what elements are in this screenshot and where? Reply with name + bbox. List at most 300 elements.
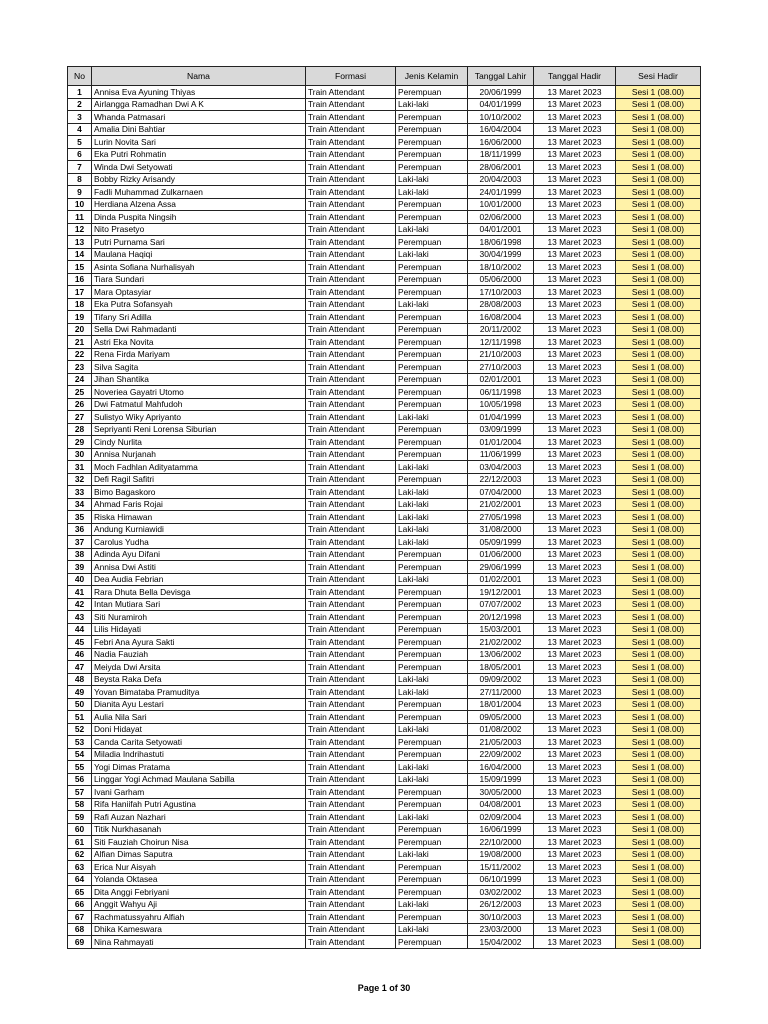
cell-formasi: Train Attendant <box>306 923 396 936</box>
cell-tanggal-hadir: 13 Maret 2023 <box>534 211 616 224</box>
cell-tanggal-hadir: 13 Maret 2023 <box>534 748 616 761</box>
table-row <box>68 211 701 224</box>
cell-sesi-hadir: Sesi 1 (08.00) <box>616 836 701 849</box>
cell-sesi-hadir: Sesi 1 (08.00) <box>616 461 701 474</box>
table-row <box>68 861 701 874</box>
table-row <box>68 911 701 924</box>
cell-tanggal-lahir: 18/11/1999 <box>468 148 534 161</box>
cell-tanggal-hadir: 13 Maret 2023 <box>534 511 616 524</box>
cell-tanggal-lahir: 05/09/1999 <box>468 536 534 549</box>
cell-formasi: Train Attendant <box>306 286 396 299</box>
cell-nama: Asinta Sofiana Nurhalisyah <box>92 261 306 274</box>
cell-nama: Fadli Muhammad Zulkarnaen <box>92 186 306 199</box>
cell-jenis-kelamin: Laki-laki <box>396 461 468 474</box>
cell-tanggal-hadir: 13 Maret 2023 <box>534 798 616 811</box>
cell-tanggal-hadir: 13 Maret 2023 <box>534 148 616 161</box>
cell-sesi-hadir: Sesi 1 (08.00) <box>616 223 701 236</box>
cell-sesi-hadir: Sesi 1 (08.00) <box>616 623 701 636</box>
cell-no: 52 <box>68 723 92 736</box>
table-row <box>68 373 701 386</box>
cell-formasi: Train Attendant <box>306 198 396 211</box>
cell-no: 56 <box>68 773 92 786</box>
cell-no: 41 <box>68 586 92 599</box>
cell-sesi-hadir: Sesi 1 (08.00) <box>616 123 701 136</box>
cell-tanggal-lahir: 15/09/1999 <box>468 773 534 786</box>
cell-sesi-hadir: Sesi 1 (08.00) <box>616 273 701 286</box>
cell-nama: Febri Ana Ayura Sakti <box>92 636 306 649</box>
table-row <box>68 611 701 624</box>
cell-jenis-kelamin: Laki-laki <box>396 98 468 111</box>
cell-formasi: Train Attendant <box>306 661 396 674</box>
cell-formasi: Train Attendant <box>306 248 396 261</box>
header-nama: Nama <box>92 67 306 86</box>
cell-no: 7 <box>68 161 92 174</box>
cell-jenis-kelamin: Perempuan <box>396 711 468 724</box>
cell-nama: Rachmatussyahru Alfiah <box>92 911 306 924</box>
cell-sesi-hadir: Sesi 1 (08.00) <box>616 361 701 374</box>
cell-nama: Bobby Rizky Arisandy <box>92 173 306 186</box>
cell-jenis-kelamin: Perempuan <box>396 386 468 399</box>
table-row <box>68 236 701 249</box>
cell-no: 67 <box>68 911 92 924</box>
cell-jenis-kelamin: Perempuan <box>396 561 468 574</box>
cell-nama: Alfian Dimas Saputra <box>92 848 306 861</box>
cell-tanggal-lahir: 06/10/1999 <box>468 873 534 886</box>
cell-tanggal-hadir: 13 Maret 2023 <box>534 648 616 661</box>
cell-sesi-hadir: Sesi 1 (08.00) <box>616 111 701 124</box>
cell-no: 31 <box>68 461 92 474</box>
cell-nama: Beysta Raka Defa <box>92 673 306 686</box>
cell-jenis-kelamin: Perempuan <box>396 336 468 349</box>
cell-tanggal-lahir: 03/04/2003 <box>468 461 534 474</box>
cell-tanggal-lahir: 21/05/2003 <box>468 736 534 749</box>
cell-nama: Yolanda Oktasea <box>92 873 306 886</box>
cell-jenis-kelamin: Perempuan <box>396 161 468 174</box>
cell-jenis-kelamin: Perempuan <box>396 273 468 286</box>
cell-no: 18 <box>68 298 92 311</box>
header-no: No <box>68 67 92 86</box>
cell-no: 17 <box>68 286 92 299</box>
table-row <box>68 761 701 774</box>
cell-tanggal-lahir: 22/10/2000 <box>468 836 534 849</box>
cell-tanggal-hadir: 13 Maret 2023 <box>534 123 616 136</box>
cell-jenis-kelamin: Perempuan <box>396 123 468 136</box>
cell-nama: Andung Kurniawidi <box>92 523 306 536</box>
cell-tanggal-lahir: 19/12/2001 <box>468 586 534 599</box>
cell-jenis-kelamin: Perempuan <box>396 361 468 374</box>
cell-jenis-kelamin: Perempuan <box>396 548 468 561</box>
cell-nama: Siti Fauziah Choirun Nisa <box>92 836 306 849</box>
cell-nama: Meiyda Dwi Arsita <box>92 661 306 674</box>
cell-formasi: Train Attendant <box>306 186 396 199</box>
table-row <box>68 523 701 536</box>
table-row <box>68 473 701 486</box>
cell-sesi-hadir: Sesi 1 (08.00) <box>616 236 701 249</box>
cell-jenis-kelamin: Perempuan <box>396 911 468 924</box>
cell-formasi: Train Attendant <box>306 361 396 374</box>
cell-sesi-hadir: Sesi 1 (08.00) <box>616 436 701 449</box>
cell-sesi-hadir: Sesi 1 (08.00) <box>616 98 701 111</box>
cell-sesi-hadir: Sesi 1 (08.00) <box>616 861 701 874</box>
cell-formasi: Train Attendant <box>306 448 396 461</box>
table-row <box>68 173 701 186</box>
cell-tanggal-lahir: 26/12/2003 <box>468 898 534 911</box>
cell-tanggal-hadir: 13 Maret 2023 <box>534 636 616 649</box>
cell-sesi-hadir: Sesi 1 (08.00) <box>616 586 701 599</box>
cell-jenis-kelamin: Perempuan <box>396 473 468 486</box>
header-jenis-kelamin: Jenis Kelamin <box>396 67 468 86</box>
cell-sesi-hadir: Sesi 1 (08.00) <box>616 523 701 536</box>
cell-no: 42 <box>68 598 92 611</box>
cell-formasi: Train Attendant <box>306 936 396 949</box>
cell-tanggal-hadir: 13 Maret 2023 <box>534 448 616 461</box>
cell-formasi: Train Attendant <box>306 873 396 886</box>
table-row <box>68 286 701 299</box>
table-row <box>68 98 701 111</box>
cell-tanggal-hadir: 13 Maret 2023 <box>534 698 616 711</box>
cell-jenis-kelamin: Laki-laki <box>396 723 468 736</box>
cell-nama: Dwi Fatmatul Mahfudoh <box>92 398 306 411</box>
cell-sesi-hadir: Sesi 1 (08.00) <box>616 86 701 99</box>
cell-formasi: Train Attendant <box>306 336 396 349</box>
table-row <box>68 773 701 786</box>
cell-sesi-hadir: Sesi 1 (08.00) <box>616 373 701 386</box>
cell-tanggal-lahir: 15/11/2002 <box>468 861 534 874</box>
cell-sesi-hadir: Sesi 1 (08.00) <box>616 173 701 186</box>
cell-no: 21 <box>68 336 92 349</box>
cell-tanggal-lahir: 12/11/1998 <box>468 336 534 349</box>
cell-tanggal-lahir: 02/06/2000 <box>468 211 534 224</box>
cell-nama: Rara Dhuta Bella Devisga <box>92 586 306 599</box>
cell-tanggal-lahir: 16/06/1999 <box>468 823 534 836</box>
cell-no: 55 <box>68 761 92 774</box>
cell-sesi-hadir: Sesi 1 (08.00) <box>616 648 701 661</box>
cell-no: 46 <box>68 648 92 661</box>
cell-nama: Maulana Haqiqi <box>92 248 306 261</box>
cell-tanggal-lahir: 09/09/2002 <box>468 673 534 686</box>
cell-tanggal-hadir: 13 Maret 2023 <box>534 773 616 786</box>
cell-jenis-kelamin: Perempuan <box>396 748 468 761</box>
cell-nama: Dinda Puspita Ningsih <box>92 211 306 224</box>
cell-sesi-hadir: Sesi 1 (08.00) <box>616 498 701 511</box>
cell-tanggal-hadir: 13 Maret 2023 <box>534 423 616 436</box>
cell-jenis-kelamin: Perempuan <box>396 286 468 299</box>
cell-nama: Winda Dwi Setyowati <box>92 161 306 174</box>
cell-tanggal-hadir: 13 Maret 2023 <box>534 398 616 411</box>
cell-jenis-kelamin: Perempuan <box>396 598 468 611</box>
cell-nama: Whanda Patmasari <box>92 111 306 124</box>
cell-jenis-kelamin: Perempuan <box>396 373 468 386</box>
cell-jenis-kelamin: Perempuan <box>396 198 468 211</box>
cell-formasi: Train Attendant <box>306 511 396 524</box>
cell-nama: Lurin Novita Sari <box>92 136 306 149</box>
cell-tanggal-hadir: 13 Maret 2023 <box>534 761 616 774</box>
table-row <box>68 811 701 824</box>
cell-sesi-hadir: Sesi 1 (08.00) <box>616 761 701 774</box>
cell-no: 66 <box>68 898 92 911</box>
cell-sesi-hadir: Sesi 1 (08.00) <box>616 286 701 299</box>
cell-no: 24 <box>68 373 92 386</box>
table-row <box>68 123 701 136</box>
cell-sesi-hadir: Sesi 1 (08.00) <box>616 511 701 524</box>
cell-formasi: Train Attendant <box>306 386 396 399</box>
cell-formasi: Train Attendant <box>306 498 396 511</box>
table-row <box>68 86 701 99</box>
cell-jenis-kelamin: Laki-laki <box>396 898 468 911</box>
cell-jenis-kelamin: Laki-laki <box>396 486 468 499</box>
cell-nama: Lilis Hidayati <box>92 623 306 636</box>
cell-no: 59 <box>68 811 92 824</box>
table-row <box>68 336 701 349</box>
cell-jenis-kelamin: Perempuan <box>396 823 468 836</box>
cell-tanggal-lahir: 27/10/2003 <box>468 361 534 374</box>
cell-jenis-kelamin: Perempuan <box>396 236 468 249</box>
cell-tanggal-lahir: 16/08/2004 <box>468 311 534 324</box>
table-row <box>68 836 701 849</box>
table-row <box>68 698 701 711</box>
cell-jenis-kelamin: Perempuan <box>396 648 468 661</box>
cell-no: 35 <box>68 511 92 524</box>
table-row <box>68 573 701 586</box>
table-row <box>68 786 701 799</box>
cell-tanggal-hadir: 13 Maret 2023 <box>534 411 616 424</box>
cell-no: 29 <box>68 436 92 449</box>
cell-tanggal-hadir: 13 Maret 2023 <box>534 823 616 836</box>
cell-tanggal-hadir: 13 Maret 2023 <box>534 486 616 499</box>
cell-no: 37 <box>68 536 92 549</box>
cell-formasi: Train Attendant <box>306 648 396 661</box>
cell-tanggal-lahir: 20/06/1999 <box>468 86 534 99</box>
cell-sesi-hadir: Sesi 1 (08.00) <box>616 723 701 736</box>
cell-formasi: Train Attendant <box>306 136 396 149</box>
cell-no: 57 <box>68 786 92 799</box>
cell-no: 33 <box>68 486 92 499</box>
cell-no: 50 <box>68 698 92 711</box>
cell-tanggal-lahir: 02/01/2001 <box>468 373 534 386</box>
table-row <box>68 423 701 436</box>
cell-tanggal-hadir: 13 Maret 2023 <box>534 273 616 286</box>
cell-formasi: Train Attendant <box>306 686 396 699</box>
cell-formasi: Train Attendant <box>306 86 396 99</box>
cell-sesi-hadir: Sesi 1 (08.00) <box>616 886 701 899</box>
cell-no: 26 <box>68 398 92 411</box>
cell-no: 22 <box>68 348 92 361</box>
table-row <box>68 398 701 411</box>
cell-nama: Dita Anggi Febriyani <box>92 886 306 899</box>
cell-tanggal-lahir: 22/12/2003 <box>468 473 534 486</box>
cell-no: 19 <box>68 311 92 324</box>
cell-formasi: Train Attendant <box>306 848 396 861</box>
table-row <box>68 223 701 236</box>
cell-no: 25 <box>68 386 92 399</box>
cell-sesi-hadir: Sesi 1 (08.00) <box>616 711 701 724</box>
cell-tanggal-lahir: 15/04/2002 <box>468 936 534 949</box>
cell-sesi-hadir: Sesi 1 (08.00) <box>616 198 701 211</box>
cell-nama: Adinda Ayu Difani <box>92 548 306 561</box>
cell-formasi: Train Attendant <box>306 886 396 899</box>
cell-formasi: Train Attendant <box>306 698 396 711</box>
cell-sesi-hadir: Sesi 1 (08.00) <box>616 261 701 274</box>
cell-formasi: Train Attendant <box>306 811 396 824</box>
cell-sesi-hadir: Sesi 1 (08.00) <box>616 548 701 561</box>
cell-tanggal-lahir: 28/08/2003 <box>468 298 534 311</box>
table-row <box>68 198 701 211</box>
cell-tanggal-hadir: 13 Maret 2023 <box>534 286 616 299</box>
cell-tanggal-lahir: 30/05/2000 <box>468 786 534 799</box>
cell-nama: Nito Prasetyo <box>92 223 306 236</box>
cell-formasi: Train Attendant <box>306 623 396 636</box>
table-row <box>68 598 701 611</box>
cell-sesi-hadir: Sesi 1 (08.00) <box>616 536 701 549</box>
cell-tanggal-hadir: 13 Maret 2023 <box>534 548 616 561</box>
table-row <box>68 186 701 199</box>
cell-nama: Anggit Wahyu Aji <box>92 898 306 911</box>
cell-nama: Annisa Nurjanah <box>92 448 306 461</box>
cell-formasi: Train Attendant <box>306 548 396 561</box>
cell-jenis-kelamin: Perempuan <box>396 148 468 161</box>
table-row <box>68 436 701 449</box>
cell-tanggal-hadir: 13 Maret 2023 <box>534 461 616 474</box>
cell-tanggal-hadir: 13 Maret 2023 <box>534 623 616 636</box>
cell-tanggal-lahir: 10/01/2000 <box>468 198 534 211</box>
page-number: Page 1 of 30 <box>357 983 411 993</box>
attendance-table <box>67 66 701 949</box>
cell-formasi: Train Attendant <box>306 786 396 799</box>
cell-tanggal-hadir: 13 Maret 2023 <box>534 736 616 749</box>
cell-nama: Dianita Ayu Lestari <box>92 698 306 711</box>
cell-tanggal-hadir: 13 Maret 2023 <box>534 936 616 949</box>
cell-tanggal-lahir: 16/04/2004 <box>468 123 534 136</box>
cell-jenis-kelamin: Perempuan <box>396 786 468 799</box>
cell-sesi-hadir: Sesi 1 (08.00) <box>616 298 701 311</box>
cell-formasi: Train Attendant <box>306 311 396 324</box>
cell-tanggal-lahir: 24/01/1999 <box>468 186 534 199</box>
cell-tanggal-lahir: 22/09/2002 <box>468 748 534 761</box>
cell-formasi: Train Attendant <box>306 236 396 249</box>
cell-formasi: Train Attendant <box>306 148 396 161</box>
cell-nama: Yogi Dimas Pratama <box>92 761 306 774</box>
cell-sesi-hadir: Sesi 1 (08.00) <box>616 936 701 949</box>
cell-jenis-kelamin: Perempuan <box>396 436 468 449</box>
table-row <box>68 823 701 836</box>
cell-tanggal-hadir: 13 Maret 2023 <box>534 373 616 386</box>
cell-formasi: Train Attendant <box>306 461 396 474</box>
cell-formasi: Train Attendant <box>306 798 396 811</box>
table-row <box>68 261 701 274</box>
cell-tanggal-hadir: 13 Maret 2023 <box>534 686 616 699</box>
cell-tanggal-lahir: 06/11/1998 <box>468 386 534 399</box>
cell-jenis-kelamin: Perempuan <box>396 448 468 461</box>
cell-jenis-kelamin: Perempuan <box>396 698 468 711</box>
cell-jenis-kelamin: Laki-laki <box>396 173 468 186</box>
cell-tanggal-hadir: 13 Maret 2023 <box>534 336 616 349</box>
cell-no: 58 <box>68 798 92 811</box>
cell-no: 60 <box>68 823 92 836</box>
cell-nama: Rifa Haniifah Putri Agustina <box>92 798 306 811</box>
cell-no: 38 <box>68 548 92 561</box>
cell-tanggal-hadir: 13 Maret 2023 <box>534 173 616 186</box>
header-tanggal-lahir: Tanggal Lahir <box>468 67 534 86</box>
cell-tanggal-lahir: 21/10/2003 <box>468 348 534 361</box>
cell-sesi-hadir: Sesi 1 (08.00) <box>616 873 701 886</box>
cell-formasi: Train Attendant <box>306 748 396 761</box>
cell-sesi-hadir: Sesi 1 (08.00) <box>616 773 701 786</box>
cell-sesi-hadir: Sesi 1 (08.00) <box>616 611 701 624</box>
table-row <box>68 561 701 574</box>
cell-no: 36 <box>68 523 92 536</box>
cell-no: 45 <box>68 636 92 649</box>
cell-nama: Putri Purnama Sari <box>92 236 306 249</box>
cell-tanggal-lahir: 19/08/2000 <box>468 848 534 861</box>
cell-nama: Sulistyo Wiky Apriyanto <box>92 411 306 424</box>
cell-sesi-hadir: Sesi 1 (08.00) <box>616 698 701 711</box>
cell-no: 14 <box>68 248 92 261</box>
cell-no: 30 <box>68 448 92 461</box>
cell-tanggal-hadir: 13 Maret 2023 <box>534 536 616 549</box>
cell-tanggal-hadir: 13 Maret 2023 <box>534 523 616 536</box>
header-tanggal-hadir: Tanggal Hadir <box>534 67 616 86</box>
cell-tanggal-lahir: 18/10/2002 <box>468 261 534 274</box>
cell-no: 5 <box>68 136 92 149</box>
cell-nama: Yovan Bimataba Pramuditya <box>92 686 306 699</box>
table-row <box>68 486 701 499</box>
cell-tanggal-lahir: 16/06/2000 <box>468 136 534 149</box>
cell-tanggal-hadir: 13 Maret 2023 <box>534 436 616 449</box>
table-row <box>68 623 701 636</box>
cell-tanggal-hadir: 13 Maret 2023 <box>534 861 616 874</box>
cell-nama: Herdiana Alzena Assa <box>92 198 306 211</box>
table-row <box>68 798 701 811</box>
cell-nama: Titik Nurkhasanah <box>92 823 306 836</box>
cell-tanggal-lahir: 03/02/2002 <box>468 886 534 899</box>
cell-tanggal-hadir: 13 Maret 2023 <box>534 86 616 99</box>
table-row <box>68 711 701 724</box>
cell-nama: Noveriea Gayatri Utomo <box>92 386 306 399</box>
cell-formasi: Train Attendant <box>306 673 396 686</box>
table-row <box>68 648 701 661</box>
cell-jenis-kelamin: Laki-laki <box>396 223 468 236</box>
cell-formasi: Train Attendant <box>306 223 396 236</box>
cell-formasi: Train Attendant <box>306 323 396 336</box>
cell-tanggal-hadir: 13 Maret 2023 <box>534 298 616 311</box>
table-row <box>68 548 701 561</box>
cell-tanggal-lahir: 07/07/2002 <box>468 598 534 611</box>
cell-sesi-hadir: Sesi 1 (08.00) <box>616 573 701 586</box>
cell-tanggal-hadir: 13 Maret 2023 <box>534 836 616 849</box>
table-row <box>68 161 701 174</box>
cell-jenis-kelamin: Perempuan <box>396 136 468 149</box>
cell-jenis-kelamin: Laki-laki <box>396 923 468 936</box>
cell-tanggal-hadir: 13 Maret 2023 <box>534 473 616 486</box>
cell-tanggal-hadir: 13 Maret 2023 <box>534 198 616 211</box>
cell-no: 16 <box>68 273 92 286</box>
cell-formasi: Train Attendant <box>306 773 396 786</box>
cell-formasi: Train Attendant <box>306 398 396 411</box>
cell-tanggal-lahir: 29/06/1999 <box>468 561 534 574</box>
cell-jenis-kelamin: Perempuan <box>396 636 468 649</box>
table-row <box>68 248 701 261</box>
cell-jenis-kelamin: Perempuan <box>396 836 468 849</box>
cell-tanggal-hadir: 13 Maret 2023 <box>534 561 616 574</box>
cell-formasi: Train Attendant <box>306 898 396 911</box>
cell-nama: Doni Hidayat <box>92 723 306 736</box>
cell-tanggal-lahir: 01/01/2004 <box>468 436 534 449</box>
cell-sesi-hadir: Sesi 1 (08.00) <box>616 736 701 749</box>
cell-jenis-kelamin: Perempuan <box>396 873 468 886</box>
table-row <box>68 361 701 374</box>
cell-formasi: Train Attendant <box>306 536 396 549</box>
cell-formasi: Train Attendant <box>306 373 396 386</box>
